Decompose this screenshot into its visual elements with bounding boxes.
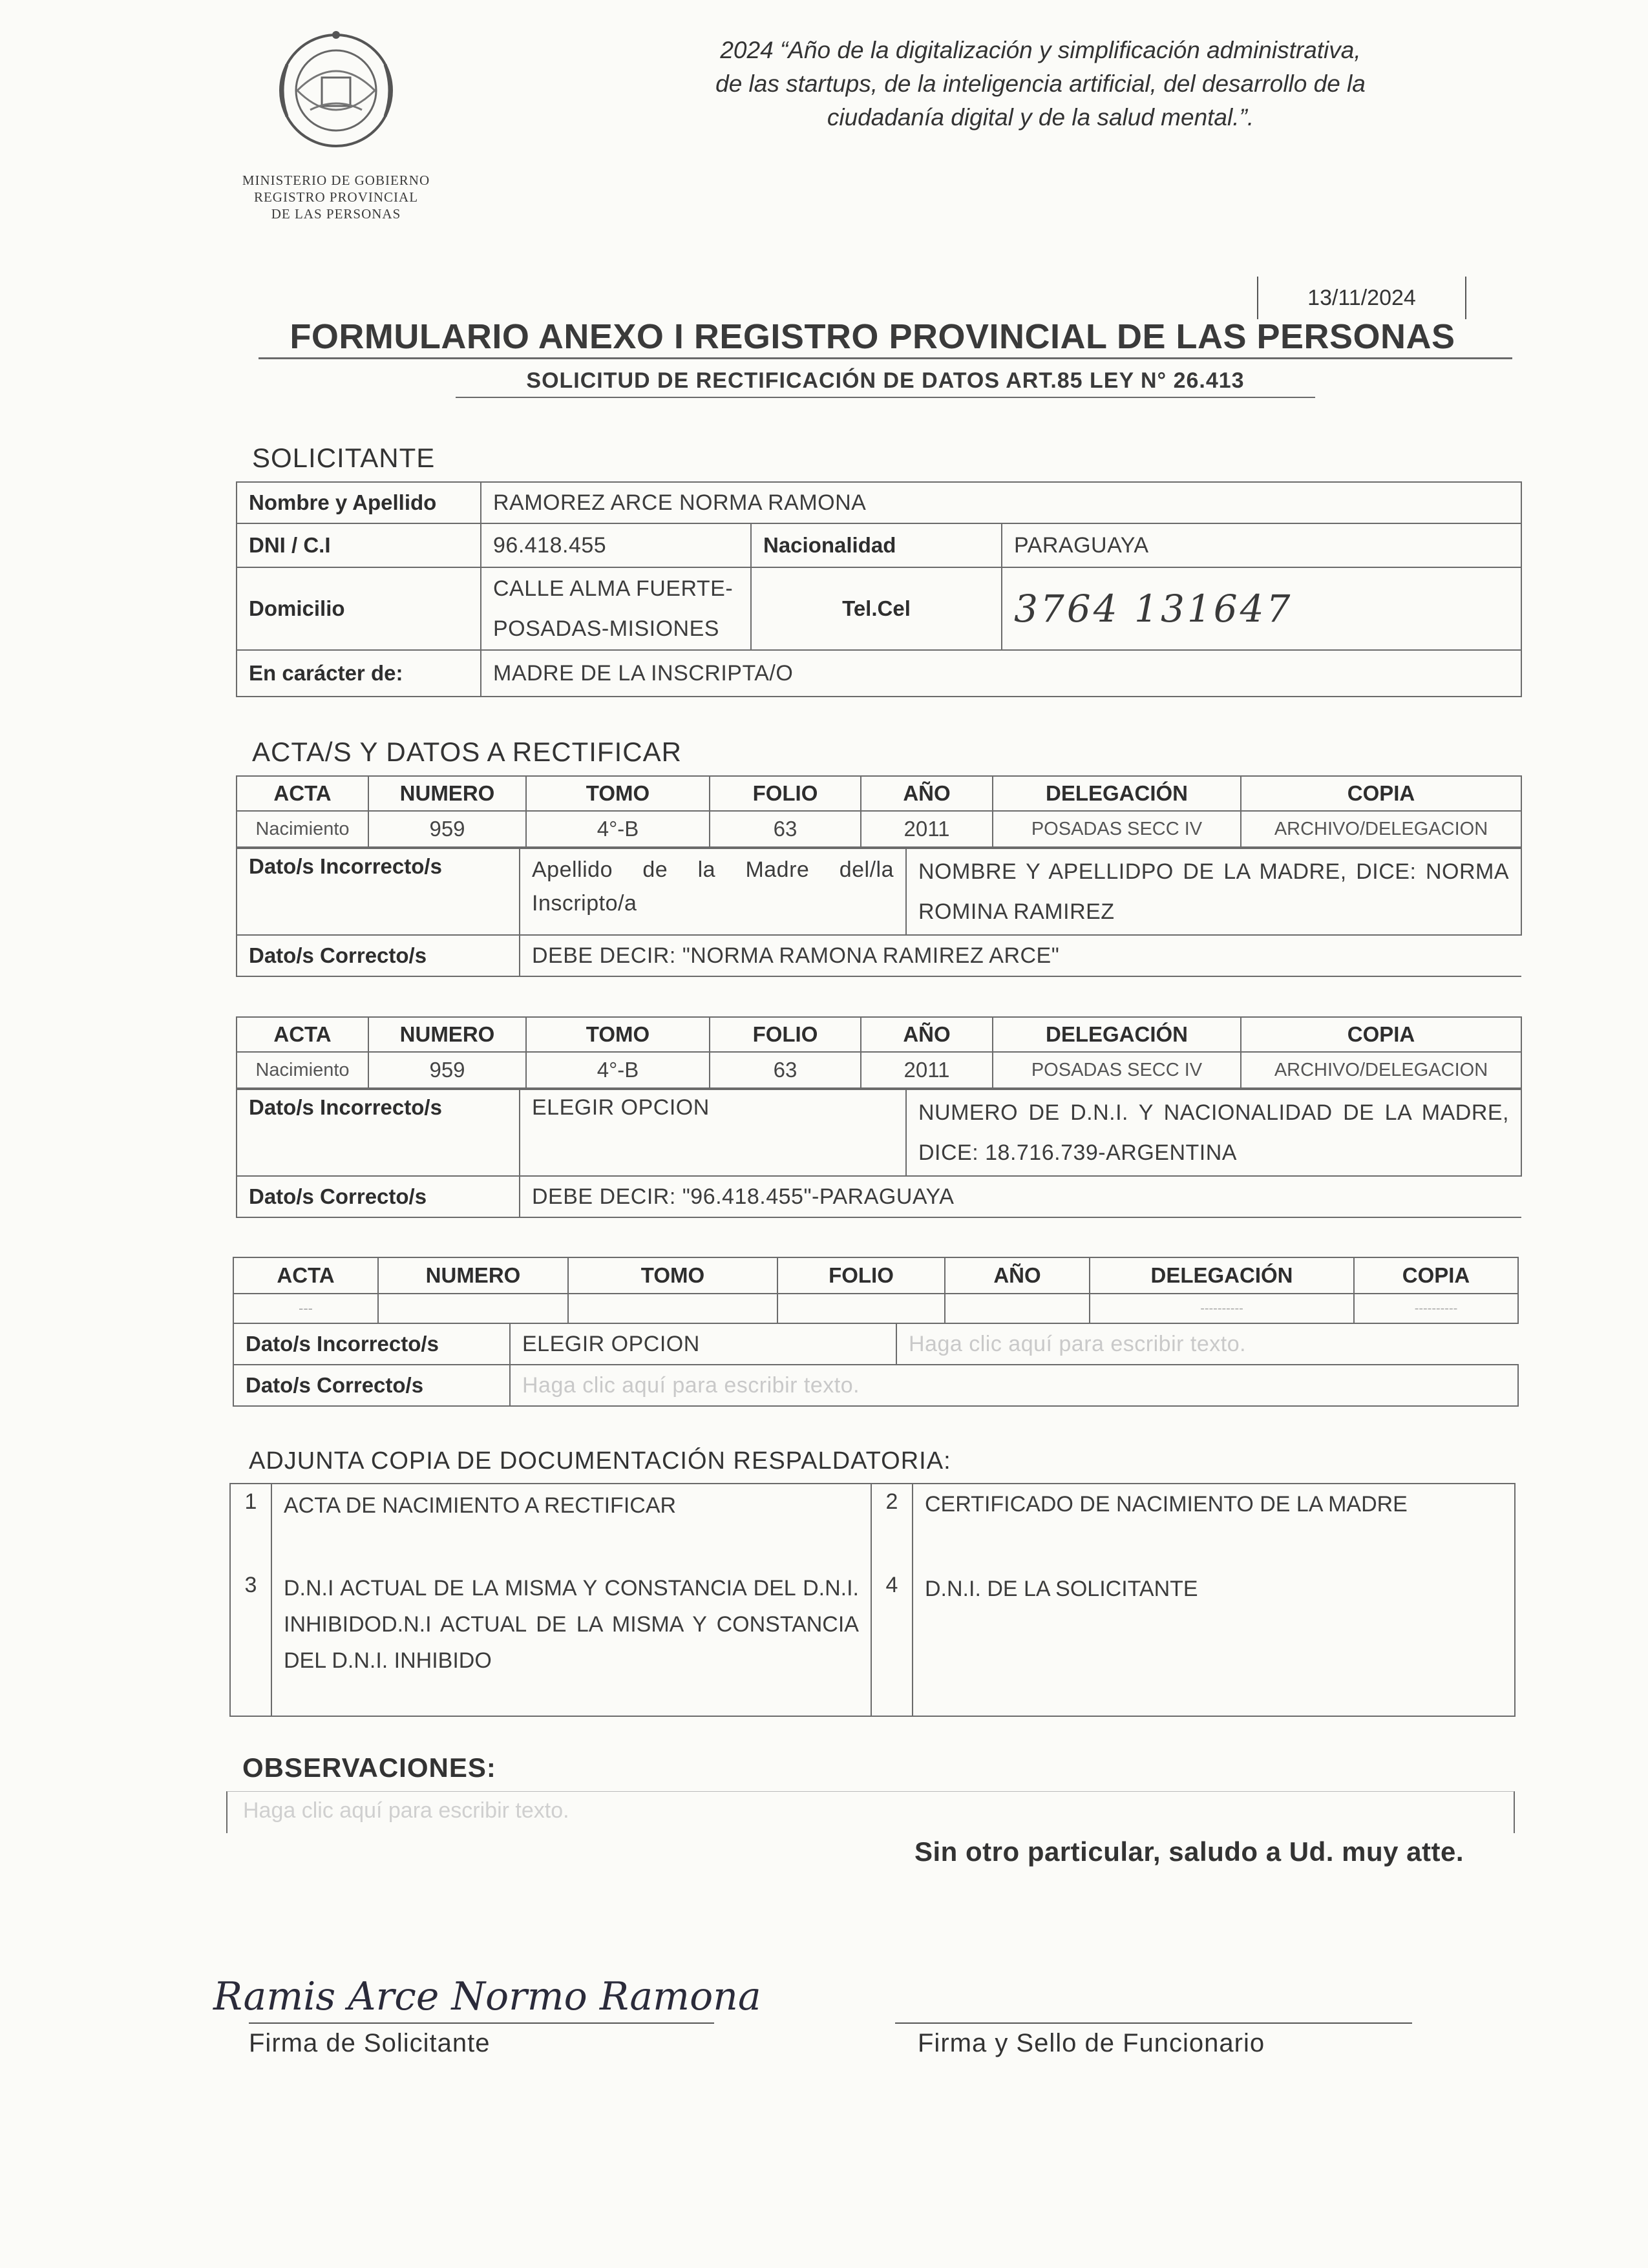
adjunta-num-3: 3 <box>230 1568 271 1716</box>
incorrect-detail-field[interactable]: Haga clic aquí para escribir texto. <box>896 1323 1518 1365</box>
tomo-cell[interactable]: 4°-B <box>526 811 710 847</box>
acta-header: ACTA <box>233 1257 378 1294</box>
nombre-field[interactable]: RAMOREZ ARCE NORMA RAMONA <box>481 482 1521 523</box>
anio-cell[interactable]: 2011 <box>861 1052 993 1088</box>
copia-cell[interactable]: ---------- <box>1354 1294 1518 1323</box>
domicilio-line-1: CALLE ALMA FUERTE- <box>493 576 734 601</box>
section-actas-heading: ACTA/S Y DATOS A RECTIFICAR <box>252 737 682 767</box>
delegacion-cell[interactable]: POSADAS SECC IV <box>993 811 1241 847</box>
anio-header: AÑO <box>945 1257 1090 1294</box>
acta-block-1-details <box>236 848 1522 977</box>
dni-label: DNI / C.I <box>237 523 481 567</box>
adjunta-item-4[interactable]: D.N.I. DE LA SOLICITANTE <box>913 1568 1515 1716</box>
copia-cell[interactable]: ARCHIVO/DELEGACION <box>1241 1052 1521 1088</box>
acta-block-1 <box>236 775 1522 848</box>
folio-header: FOLIO <box>710 1017 861 1052</box>
incorrect-label: Dato/s Incorrecto/s <box>237 1089 520 1176</box>
ministry-line-1: MINISTERIO DE GOBIERNO <box>242 173 430 188</box>
section-adjunta-heading: ADJUNTA COPIA DE DOCUMENTACIÓN RESPALDATORIA: <box>249 1447 951 1475</box>
subtitle-underline <box>456 397 1315 398</box>
anio-cell[interactable]: 2011 <box>861 811 993 847</box>
anio-header: AÑO <box>861 776 993 811</box>
tomo-cell[interactable]: 4°-B <box>526 1052 710 1088</box>
motto-line-1: 2024 “Año de la digitalización y simplificación administrativa, <box>720 37 1361 63</box>
delegacion-header: DELEGACIÓN <box>993 776 1241 811</box>
incorrect-label: Dato/s Incorrecto/s <box>237 848 520 935</box>
acta-header: ACTA <box>237 1017 368 1052</box>
incorrect-option-select[interactable]: ELEGIR OPCION <box>510 1323 896 1365</box>
acta-block-2-details <box>236 1089 1522 1218</box>
correct-value-field[interactable]: DEBE DECIR: "96.418.455"-PARAGUAYA <box>520 1176 1521 1217</box>
numero-header: NUMERO <box>368 1017 526 1052</box>
adjunta-item-2[interactable]: CERTIFICADO DE NACIMIENTO DE LA MADRE <box>913 1484 1515 1568</box>
folio-header: FOLIO <box>710 776 861 811</box>
acta-header: ACTA <box>237 776 368 811</box>
folio-cell[interactable] <box>777 1294 945 1323</box>
anio-cell[interactable] <box>945 1294 1090 1323</box>
closing-sentence: Sin otro particular, saludo a Ud. muy atte. <box>914 1836 1464 1867</box>
adjunta-item-3[interactable]: D.N.I ACTUAL DE LA MISMA Y CONSTANCIA DEL D.N.I. INHIBIDOD.N.I ACTUAL DE LA MISMA Y CONSTANCIA DEL D.N.I. INHIBIDO <box>271 1568 871 1716</box>
adjunta-num-1: 1 <box>230 1484 271 1568</box>
form-title: FORMULARIO ANEXO I REGISTRO PROVINCIAL DE LAS PERSONAS <box>290 317 1455 356</box>
acta-block-3 <box>233 1257 1519 1324</box>
tomo-header: TOMO <box>526 776 710 811</box>
section-observaciones-heading: OBSERVACIONES: <box>242 1752 496 1783</box>
incorrect-option-select[interactable]: ELEGIR OPCION <box>520 1089 906 1176</box>
incorrect-detail-field[interactable]: NOMBRE Y APELLIDPO DE LA MADRE, DICE: NORMA ROMINA RAMIREZ <box>906 848 1521 935</box>
telcel-label: Tel.Cel <box>751 567 1002 650</box>
numero-header: NUMERO <box>378 1257 568 1294</box>
incorrect-option-select[interactable]: Apellido de la Madre del/la Inscripto/a <box>520 848 906 935</box>
correct-label: Dato/s Correcto/s <box>233 1365 510 1406</box>
section-solicitante-heading: SOLICITANTE <box>252 443 436 473</box>
observaciones-placeholder: Haga clic aquí para escribir texto. <box>243 1798 569 1823</box>
incorrect-label: Dato/s Incorrecto/s <box>233 1323 510 1365</box>
copia-header: COPIA <box>1354 1257 1518 1294</box>
provincial-seal-icon <box>271 26 401 155</box>
tomo-header: TOMO <box>526 1017 710 1052</box>
numero-cell[interactable]: 959 <box>368 811 526 847</box>
domicilio-label: Domicilio <box>237 567 481 650</box>
correct-label: Dato/s Correcto/s <box>237 935 520 976</box>
form-subtitle: SOLICITUD DE RECTIFICACIÓN DE DATOS ART.85 LEY N° 26.413 <box>526 368 1245 393</box>
numero-cell[interactable] <box>378 1294 568 1323</box>
nacionalidad-field[interactable]: PARAGUAYA <box>1002 523 1521 567</box>
ministry-seal-block <box>220 26 452 222</box>
caracter-label: En carácter de: <box>237 650 481 697</box>
dni-field[interactable]: 96.418.455 <box>481 523 751 567</box>
numero-cell[interactable]: 959 <box>368 1052 526 1088</box>
copia-cell[interactable]: ARCHIVO/DELEGACION <box>1241 811 1521 847</box>
folio-header: FOLIO <box>777 1257 945 1294</box>
form-date[interactable]: 13/11/2024 <box>1257 277 1466 319</box>
nombre-label: Nombre y Apellido <box>237 482 481 523</box>
folio-cell[interactable]: 63 <box>710 1052 861 1088</box>
motto-line-2: de las startups, de la inteligencia artificial, del desarrollo de la <box>715 70 1366 97</box>
copia-header: COPIA <box>1241 1017 1521 1052</box>
acta-block-3-details <box>233 1323 1519 1407</box>
incorrect-detail-field[interactable]: NUMERO DE D.N.I. Y NACIONALIDAD DE LA MADRE, DICE: 18.716.739-ARGENTINA <box>906 1089 1521 1176</box>
title-underline <box>259 357 1512 359</box>
adjunta-table <box>229 1483 1516 1717</box>
correct-value-field[interactable]: DEBE DECIR: "NORMA RAMONA RAMIREZ ARCE" <box>520 935 1521 976</box>
year-motto <box>607 34 1474 134</box>
acta-block-2 <box>236 1016 1522 1089</box>
adjunta-num-2: 2 <box>871 1484 913 1568</box>
delegacion-header: DELEGACIÓN <box>993 1017 1241 1052</box>
signature-line-solicitante <box>249 2022 714 2024</box>
observaciones-field[interactable] <box>226 1791 1515 1833</box>
motto-line-3: ciudadanía digital y de la salud mental.”. <box>827 104 1254 131</box>
anio-header: AÑO <box>861 1017 993 1052</box>
delegacion-cell[interactable]: ---------- <box>1090 1294 1354 1323</box>
domicilio-line-2: POSADAS-MISIONES <box>493 616 719 641</box>
funcionario-signature-label: Firma y Sello de Funcionario <box>918 2029 1265 2057</box>
ministry-line-2: REGISTRO PROVINCIAL <box>253 189 419 205</box>
acta-cell[interactable]: --- <box>233 1294 378 1323</box>
copia-header: COPIA <box>1241 776 1521 811</box>
adjunta-num-4: 4 <box>871 1568 913 1716</box>
folio-cell[interactable]: 63 <box>710 811 861 847</box>
tomo-header: TOMO <box>568 1257 777 1294</box>
acta-cell[interactable]: Nacimiento <box>237 811 368 847</box>
telcel-field[interactable] <box>1002 567 1521 650</box>
caracter-field[interactable]: MADRE DE LA INSCRIPTA/O <box>481 650 1521 697</box>
delegacion-header: DELEGACIÓN <box>1090 1257 1354 1294</box>
correct-value-field[interactable]: Haga clic aquí para escribir texto. <box>510 1365 1518 1406</box>
tomo-cell[interactable] <box>568 1294 777 1323</box>
signature-line-funcionario <box>895 2022 1412 2024</box>
solicitante-table <box>236 481 1522 697</box>
telcel-handwritten: 3764 131647 <box>1014 587 1293 631</box>
domicilio-field[interactable] <box>481 567 751 650</box>
nacionalidad-label: Nacionalidad <box>751 523 1002 567</box>
solicitante-signature-label: Firma de Solicitante <box>249 2029 491 2057</box>
adjunta-item-1[interactable]: ACTA DE NACIMIENTO A RECTIFICAR <box>271 1484 871 1568</box>
solicitante-signature: Ramis Arce Normo Ramona <box>213 1974 761 2019</box>
numero-header: NUMERO <box>368 776 526 811</box>
correct-label: Dato/s Correcto/s <box>237 1176 520 1217</box>
ministry-line-3: DE LAS PERSONAS <box>271 206 401 222</box>
acta-cell[interactable]: Nacimiento <box>237 1052 368 1088</box>
delegacion-cell[interactable]: POSADAS SECC IV <box>993 1052 1241 1088</box>
